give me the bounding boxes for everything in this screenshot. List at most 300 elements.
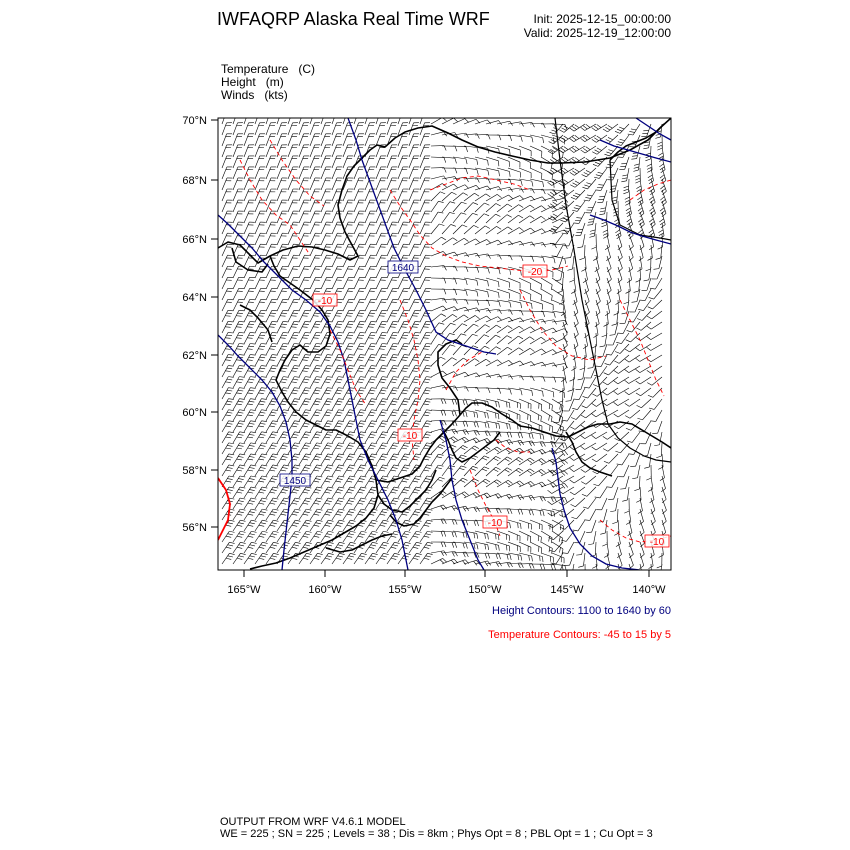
wind-barb <box>222 542 235 553</box>
wind-barb <box>420 321 431 333</box>
wind-barb <box>222 134 232 146</box>
wind-barb <box>431 176 447 180</box>
wind-barb <box>343 487 355 498</box>
wind-barb <box>244 377 256 388</box>
wind-barb <box>321 509 333 520</box>
wind-barb <box>233 410 245 421</box>
wind-barb <box>376 377 388 388</box>
wind-barb <box>321 167 331 179</box>
wind-barb <box>244 531 257 542</box>
wind-barb <box>255 123 265 135</box>
wind-barb <box>409 454 421 465</box>
wind-barb <box>288 377 300 388</box>
wind-barb <box>420 399 432 410</box>
wind-barb <box>647 344 662 351</box>
wind-barb <box>222 443 234 454</box>
wind-barb <box>222 145 232 157</box>
wind-barb <box>299 399 311 410</box>
wind-barb <box>310 553 323 564</box>
wind-barb <box>288 255 299 267</box>
wind-barb <box>332 255 343 267</box>
wind-barb <box>552 244 567 249</box>
wind-barb <box>376 134 386 146</box>
wind-barb <box>266 542 279 553</box>
wind-barb <box>582 168 596 177</box>
wind-barb <box>255 167 265 179</box>
wind-barb <box>343 465 355 476</box>
wind-barb <box>244 421 256 432</box>
wind-barb <box>222 277 233 289</box>
wind-barb <box>578 553 585 567</box>
wind-barb <box>222 553 235 564</box>
wind-barb <box>266 531 279 542</box>
wind-barb <box>354 123 364 135</box>
wind-barb <box>310 255 321 267</box>
wind-barb <box>637 190 643 206</box>
wind-barb <box>266 443 278 454</box>
wind-barb <box>299 520 311 531</box>
wind-barb <box>431 278 446 283</box>
wind-barb <box>244 233 255 245</box>
wind-barb <box>255 321 266 333</box>
wind-barb <box>387 454 399 465</box>
wind-barb <box>431 201 444 212</box>
wind-barb <box>552 520 564 531</box>
wind-barb <box>310 355 322 366</box>
wind-barb <box>376 310 387 322</box>
wind-barb <box>376 443 388 454</box>
wind-barb <box>641 124 651 137</box>
wind-barb <box>409 134 419 146</box>
wind-barb <box>559 146 574 153</box>
wind-barb <box>244 167 254 179</box>
wind-barb <box>343 266 354 278</box>
wind-barb <box>222 266 233 278</box>
wind-barb <box>453 267 468 272</box>
wind-barb <box>541 410 552 422</box>
wind-barb <box>321 233 332 245</box>
wind-barb <box>277 498 289 509</box>
wind-barb <box>497 300 511 307</box>
wind-barb <box>420 233 431 245</box>
wind-barb <box>650 278 662 289</box>
wind-barb <box>376 388 388 399</box>
wind-barb <box>420 189 430 201</box>
wind-barb <box>233 366 245 377</box>
wind-barb <box>642 278 651 291</box>
wind-barb <box>409 344 420 355</box>
wind-barb <box>266 233 277 245</box>
wind-barb <box>657 553 662 568</box>
wind-barb <box>604 454 618 463</box>
wind-barb <box>310 498 322 509</box>
wind-barb <box>376 288 387 300</box>
wind-barb <box>277 443 289 454</box>
wind-barb <box>409 443 421 454</box>
wind-barb <box>549 443 563 452</box>
wind-barb <box>420 167 430 179</box>
wind-barb <box>398 310 409 322</box>
wind-barb <box>332 498 344 509</box>
wind-barb <box>222 377 234 388</box>
wind-barb <box>568 377 574 391</box>
wind-barb <box>321 156 331 168</box>
wind-barb <box>572 201 585 211</box>
wind-barb <box>233 509 245 520</box>
wind-barb <box>552 289 563 301</box>
wind-barb <box>354 399 366 410</box>
wind-barb <box>332 487 344 498</box>
wind-barb <box>649 201 655 217</box>
wind-barb <box>453 345 467 355</box>
wind-barb <box>266 344 277 355</box>
wind-barb <box>585 201 596 213</box>
wind-barb <box>560 377 565 392</box>
wind-barb <box>597 190 607 203</box>
wind-barb <box>288 520 300 531</box>
wind-barb <box>398 454 410 465</box>
wind-barb <box>615 289 620 305</box>
wind-barb <box>376 321 387 333</box>
wind-barb <box>255 520 267 531</box>
wind-barb <box>398 211 409 223</box>
wind-barb <box>288 509 300 520</box>
wind-barb <box>343 410 355 421</box>
wind-barb <box>387 123 397 135</box>
wind-barb <box>244 454 256 465</box>
lat-tick-label: 66°N <box>182 234 207 246</box>
wind-barb <box>310 222 321 234</box>
wind-barb <box>233 542 246 553</box>
wind-barb <box>343 454 355 465</box>
wind-barb <box>409 553 422 564</box>
wind-barb <box>255 509 267 520</box>
wind-barb <box>464 531 478 539</box>
wind-barb <box>365 321 376 333</box>
variable-label: Temperature <box>221 62 289 76</box>
wind-barb <box>310 266 321 278</box>
wind-barb <box>310 388 322 399</box>
wind-barb <box>321 454 333 465</box>
wind-barb <box>593 322 598 338</box>
wind-barb <box>321 498 333 509</box>
wind-barb <box>398 277 409 289</box>
wind-barb <box>387 344 398 355</box>
wind-barb <box>222 310 233 322</box>
wind-barb <box>431 444 445 454</box>
wind-barb <box>310 344 321 355</box>
wind-barb <box>255 134 265 146</box>
wind-barb <box>409 233 420 245</box>
wind-barb <box>299 553 312 564</box>
wind-barb <box>616 135 629 145</box>
wind-barb <box>277 233 288 245</box>
wind-barb <box>310 509 322 520</box>
wind-barb <box>343 321 354 333</box>
lat-tick-label: 60°N <box>182 407 207 419</box>
wind-barb <box>255 200 265 212</box>
wind-barb <box>600 520 607 534</box>
wind-barb <box>431 266 446 271</box>
wind-barb <box>584 190 596 201</box>
wind-barb <box>541 256 555 263</box>
wind-barb <box>420 310 431 322</box>
wind-barb <box>365 377 377 388</box>
wind-barb <box>409 178 419 190</box>
wind-barb <box>244 211 255 223</box>
wind-barb <box>548 487 563 494</box>
wind-barb <box>332 321 343 333</box>
wind-barb <box>310 123 320 135</box>
wind-barb <box>266 487 278 498</box>
wind-barb <box>420 178 430 190</box>
wind-barb <box>299 266 310 278</box>
wind-barb <box>255 233 266 245</box>
wind-barb <box>637 256 642 272</box>
wind-barb <box>266 310 277 322</box>
wind-barb <box>365 134 375 146</box>
wind-barb <box>299 388 311 399</box>
wind-barb <box>572 399 585 410</box>
border-lines <box>555 118 671 462</box>
contour-label: -20 <box>527 267 543 278</box>
wind-barb <box>288 310 299 322</box>
wind-barb <box>649 289 662 299</box>
wind-barb <box>288 145 298 157</box>
wind-barb <box>409 531 422 542</box>
wind-barb <box>233 134 243 146</box>
wind-barb <box>266 399 278 410</box>
wind-barb <box>288 233 299 245</box>
lon-tick-label: 165°W <box>227 584 261 596</box>
wind-barb <box>615 443 629 453</box>
wind-barb <box>332 277 343 289</box>
wind-barb <box>288 355 300 366</box>
wind-barb <box>633 157 640 171</box>
wind-barb <box>398 465 410 476</box>
wind-barb <box>266 189 276 201</box>
init-time: Init: 2025-12-15_00:00:00 <box>533 12 671 26</box>
wind-barb <box>420 222 431 234</box>
wind-barb <box>530 278 541 289</box>
wind-barb <box>321 189 331 201</box>
wind-barb <box>453 531 467 538</box>
wind-barb <box>464 289 478 296</box>
wind-barb <box>420 410 432 421</box>
wind-barb <box>365 366 377 377</box>
wind-barb <box>321 487 333 498</box>
wind-barb <box>244 134 254 146</box>
wind-barb <box>233 266 244 278</box>
wind-barb <box>420 123 430 135</box>
wind-barb <box>277 211 288 223</box>
wind-barb <box>376 277 387 289</box>
wind-barb <box>398 355 410 366</box>
wind-barb <box>398 344 409 355</box>
wind-barb <box>602 322 607 337</box>
wind-barb <box>354 487 366 498</box>
variable-unit: (m) <box>265 75 284 89</box>
wind-barb <box>626 421 640 430</box>
wind-barb <box>365 553 378 564</box>
wind-barb <box>343 344 354 355</box>
wind-barb <box>608 487 618 499</box>
wind-barb <box>398 410 410 421</box>
wind-barb <box>376 553 389 564</box>
wind-barb <box>365 156 375 168</box>
wind-barb <box>299 454 311 465</box>
wind-barb <box>541 531 552 543</box>
wind-barb <box>660 465 665 481</box>
wind-barb <box>310 145 320 157</box>
wind-barb <box>398 178 408 190</box>
wind-barb <box>343 332 354 344</box>
wind-barb <box>420 244 431 256</box>
wind-barb <box>583 388 596 398</box>
wind-barb <box>255 332 266 344</box>
wind-barb <box>409 189 419 201</box>
wind-barb <box>332 388 344 399</box>
wind-barb <box>387 211 398 223</box>
wind-barb <box>233 377 245 388</box>
lat-tick-label: 58°N <box>182 465 207 477</box>
wind-barb <box>277 178 287 190</box>
wind-barb <box>332 410 344 421</box>
wind-barb <box>332 509 344 520</box>
wind-barb <box>266 509 278 520</box>
contour-label: -10 <box>402 431 418 442</box>
wind-barb <box>244 222 255 234</box>
longitude-axis <box>227 570 666 596</box>
wind-barb <box>233 310 244 322</box>
wind-barb <box>310 332 321 344</box>
wind-barb <box>398 377 410 388</box>
wind-barb <box>625 355 640 362</box>
wind-barb <box>266 432 278 443</box>
wind-barb <box>354 377 366 388</box>
wind-barb <box>354 266 365 278</box>
wind-barb <box>365 344 376 355</box>
wind-barb <box>442 299 457 304</box>
wind-barb <box>639 421 651 432</box>
wind-barb <box>638 498 643 514</box>
wind-barb <box>596 179 607 190</box>
wind-barb <box>266 211 277 223</box>
wind-barb <box>431 465 443 476</box>
wind-barb <box>354 211 365 223</box>
wind-barb <box>576 377 585 390</box>
wind-barb <box>266 299 277 311</box>
wind-barb <box>530 146 542 157</box>
wind-barb <box>365 410 377 421</box>
wind-barb <box>442 455 455 465</box>
wind-barb <box>420 145 430 157</box>
wind-barb <box>332 178 342 190</box>
wind-barb <box>222 454 234 465</box>
wind-barb <box>244 542 257 553</box>
wind-barb <box>343 277 354 289</box>
wind-barb <box>354 531 367 542</box>
wind-barb <box>647 311 662 319</box>
wind-barb <box>627 432 640 442</box>
wind-barb <box>343 310 354 322</box>
wind-barb <box>431 333 443 344</box>
wind-barb <box>288 421 300 432</box>
wind-barb <box>310 233 321 245</box>
wind-barb <box>233 299 244 311</box>
wind-barb <box>233 421 245 432</box>
wind-barb <box>431 551 447 556</box>
wind-barb <box>464 278 478 286</box>
wind-barb <box>332 156 342 168</box>
wind-barb <box>571 498 585 507</box>
wind-barb <box>233 244 244 256</box>
wind-barb <box>233 123 243 135</box>
wind-barb <box>288 189 298 201</box>
wind-barb <box>589 223 596 237</box>
wind-barb <box>310 454 322 465</box>
wind-barb <box>387 156 397 168</box>
wind-barb <box>321 476 333 487</box>
wind-barb <box>420 332 431 344</box>
wind-barb <box>277 531 290 542</box>
wind-barb <box>409 399 421 410</box>
wind-barb <box>244 443 256 454</box>
wind-barb <box>255 531 268 542</box>
wind-barb <box>354 200 364 212</box>
wind-barb <box>541 520 553 531</box>
wind-barb <box>244 498 256 509</box>
wind-barb <box>288 167 298 179</box>
wind-barb <box>387 388 399 399</box>
wind-barb <box>266 167 276 179</box>
wind-barb <box>376 454 388 465</box>
wind-barb <box>332 200 342 212</box>
wind-barb <box>222 388 234 399</box>
wind-barb <box>552 278 563 290</box>
wind-barb <box>541 421 553 432</box>
wind-barb <box>244 288 255 300</box>
wind-barb <box>266 366 278 377</box>
wind-barb <box>365 266 376 278</box>
wind-barb <box>376 244 387 256</box>
wind-barb <box>409 476 421 487</box>
wind-barb <box>575 223 585 236</box>
wind-barb <box>222 410 234 421</box>
wind-barb <box>310 432 322 443</box>
wind-barb <box>387 542 400 553</box>
wind-barb <box>387 299 398 311</box>
wind-barb <box>420 388 432 399</box>
wind-barb <box>299 498 311 509</box>
wind-barb <box>420 531 433 542</box>
wind-barb <box>387 332 398 344</box>
wind-barb <box>288 321 299 333</box>
wind-barb <box>222 299 233 311</box>
wind-barb <box>453 202 467 212</box>
wind-barb <box>365 432 377 443</box>
wind-barb <box>332 310 343 322</box>
latitude-axis <box>182 115 218 534</box>
wind-barb <box>277 134 287 146</box>
wind-barb <box>288 332 299 344</box>
wind-barb <box>244 200 254 212</box>
wind-barb <box>354 498 366 509</box>
wind-barb <box>649 399 662 409</box>
wind-barb <box>365 355 377 366</box>
wind-barb <box>614 355 629 363</box>
wind-barb <box>376 410 388 421</box>
